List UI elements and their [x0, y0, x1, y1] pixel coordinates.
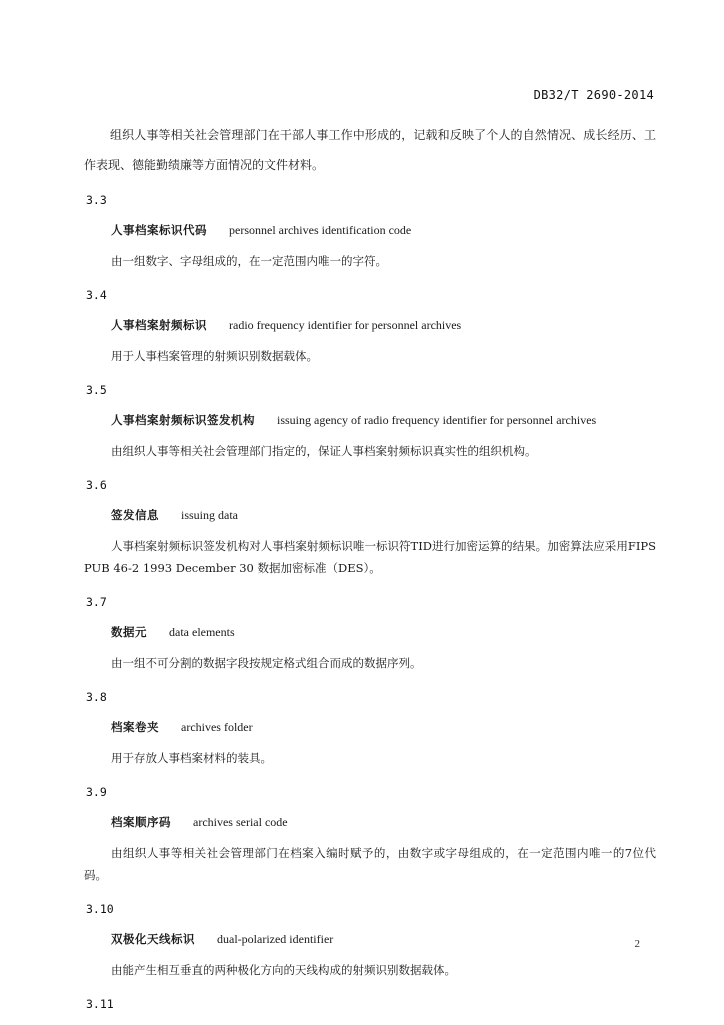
term-section	[84, 783, 656, 886]
section-number: 3.10	[86, 902, 114, 916]
term-chinese: 人事档案标识代码	[111, 223, 207, 237]
term-chinese: 双极化天线标识	[111, 932, 195, 946]
term-section	[84, 476, 656, 579]
term-line	[84, 623, 656, 641]
intro-paragraph: 组织人事等相关社会管理部门在干部人事工作中形成的，记载和反映了个人的自然情况、成长经历、工作表现、德能勤绩廉等方面情况的文件材料。	[84, 128, 656, 172]
section-number: 3.5	[86, 383, 107, 397]
section-number: 3.7	[86, 595, 107, 609]
term-english: issuing data	[181, 508, 238, 522]
term-english: personnel archives identification code	[229, 223, 412, 237]
term-section	[84, 286, 656, 367]
term-chinese: 数据元	[111, 625, 147, 639]
section-number: 3.4	[86, 288, 107, 302]
term-line	[84, 930, 656, 948]
document-body	[84, 120, 656, 1025]
page-number: 2	[634, 938, 640, 950]
term-line	[84, 221, 656, 239]
term-chinese: 签发信息	[111, 508, 159, 522]
term-definition: 由一组数字、字母组成的，在一定范围内唯一的字符。	[111, 254, 387, 268]
term-definition: 用于人事档案管理的射频识别数据载体。	[111, 349, 318, 363]
term-chinese: 档案卷夹	[111, 720, 159, 734]
section-number: 3.6	[86, 478, 107, 492]
term-line	[84, 718, 656, 736]
term-line	[84, 411, 656, 429]
term-line	[84, 813, 656, 831]
page-header: DB32/T 2690-2014	[533, 88, 654, 102]
section-number: 3.3	[86, 193, 107, 207]
term-section	[84, 593, 656, 674]
term-section	[84, 688, 656, 769]
term-english: dual-polarized identifier	[217, 932, 334, 946]
term-english: issuing agency of radio frequency identifier for personnel archives	[277, 413, 597, 427]
term-english: archives folder	[181, 720, 253, 734]
term-definition: 由组织人事等相关社会管理部门在档案入编时赋予的，由数字或字母组成的，在一定范围内唯一的7位代码。	[84, 846, 656, 882]
term-definition: 用于存放人事档案材料的装具。	[111, 751, 272, 765]
term-english: radio frequency identifier for personnel archives	[229, 318, 462, 332]
term-definition: 人事档案射频标识签发机构对人事档案射频标识唯一标识符TID进行加密运算的结果。加密算法应采用FIPS PUB 46-2 1993 December 30 数据加密标准（DES）。	[84, 539, 656, 575]
term-definition: 由组织人事等相关社会管理部门指定的，保证人事档案射频标识真实性的组织机构。	[111, 444, 537, 458]
term-line	[84, 506, 656, 524]
term-definition: 由一组不可分割的数据字段按规定格式组合而成的数据序列。	[111, 656, 422, 670]
term-section	[84, 900, 656, 981]
term-line	[84, 316, 656, 334]
term-section	[84, 381, 656, 462]
term-section	[84, 191, 656, 272]
term-definition: 由能产生相互垂直的两种极化方向的天线构成的射频识别数据载体。	[111, 963, 456, 977]
term-chinese: 人事档案射频标识签发机构	[111, 413, 255, 427]
section-number: 3.11	[86, 997, 114, 1011]
section-number: 3.9	[86, 785, 107, 799]
term-english: archives serial code	[193, 815, 288, 829]
term-chinese: 人事档案射频标识	[111, 318, 207, 332]
section-number: 3.8	[86, 690, 107, 704]
term-english: data elements	[169, 625, 235, 639]
term-chinese: 档案顺序码	[111, 815, 171, 829]
